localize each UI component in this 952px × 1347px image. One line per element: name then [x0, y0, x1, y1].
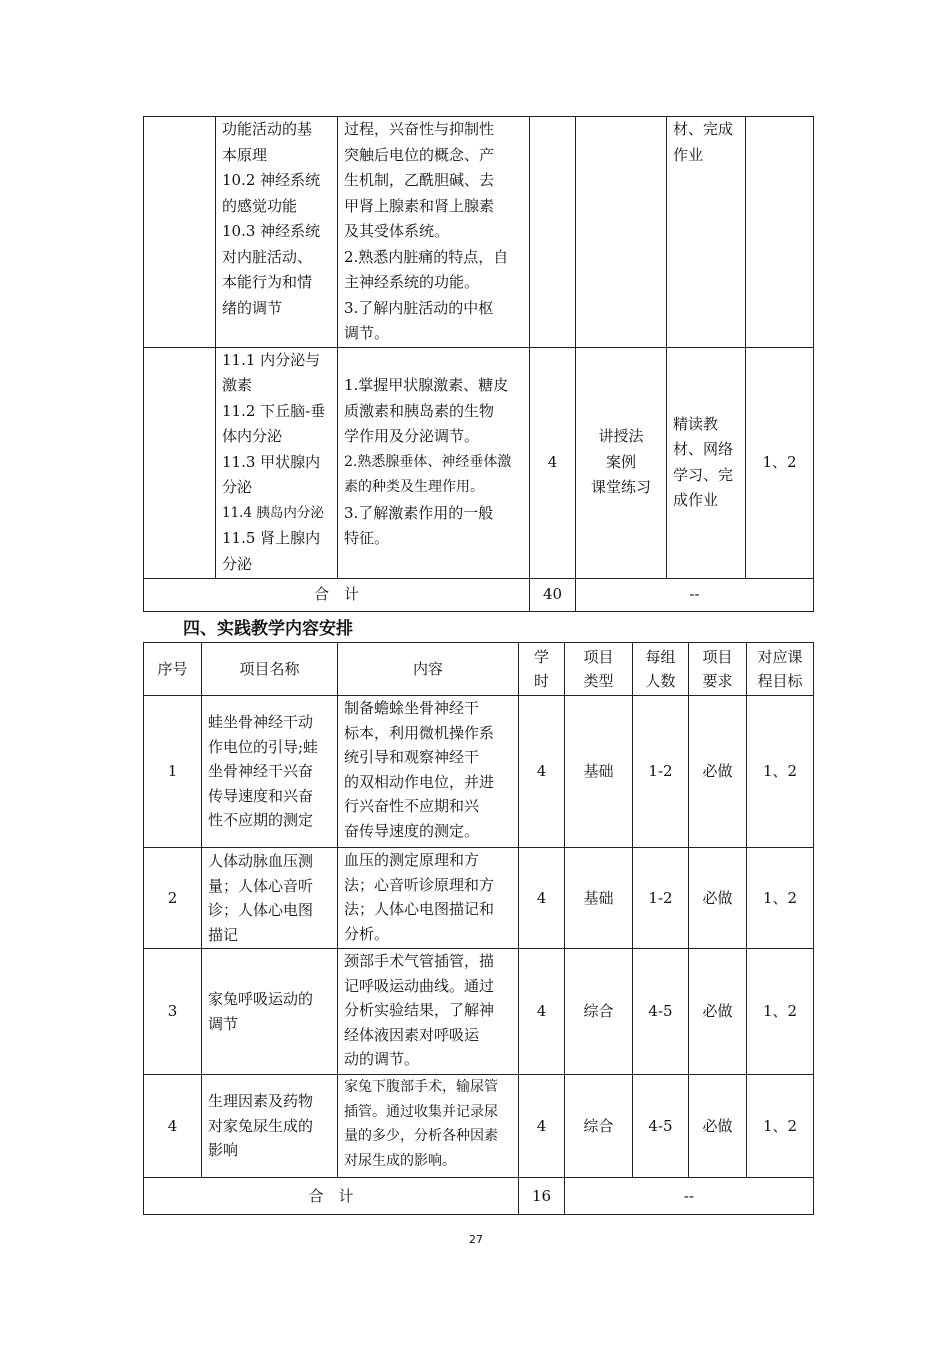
chapter-cell: 11.1 内分泌与 激素 11.2 下丘脑-垂 体内分泌 11.3 甲状腺内 分泌 11.4 胰岛内分泌 11.5 肾上腺内 分泌	[216, 347, 338, 578]
table-row	[144, 949, 814, 1075]
total-label: 合 计	[144, 1178, 519, 1215]
theory-content-table	[143, 116, 814, 612]
table-row	[144, 1075, 814, 1178]
project-hours: 4	[519, 696, 565, 848]
method-cell: 讲授法 案例 课堂练习	[576, 347, 667, 578]
row-index: 1	[144, 696, 202, 848]
table-row	[144, 117, 814, 348]
project-type: 基础	[565, 696, 633, 848]
project-content: 家兔下腹部手术，输尿管 插管。通过收集并记录尿 量的多少，分析各种因素 对尿生成的影响。	[338, 1075, 519, 1178]
row-index-cell	[144, 347, 216, 578]
row-index: 4	[144, 1075, 202, 1178]
project-group: 4-5	[633, 1075, 689, 1178]
project-type: 基础	[565, 848, 633, 949]
project-hours: 4	[519, 848, 565, 949]
project-name: 家兔呼吸运动的 调节	[202, 949, 338, 1075]
table-row	[144, 347, 814, 578]
project-req: 必做	[689, 949, 747, 1075]
project-objective: 1、2	[747, 696, 814, 848]
project-content: 血压的测定原理和方 法；心音听诊原理和方 法；人体心电图描记和 分析。	[338, 848, 519, 949]
study-cell: 精读教 材、网络 学习、完 成作业	[667, 347, 746, 578]
objective-cell: 1、2	[746, 347, 814, 578]
project-objective: 1、2	[747, 848, 814, 949]
row-index-cell	[144, 117, 216, 348]
total-rest: --	[576, 578, 814, 611]
header-name: 项目名称	[202, 643, 338, 696]
header-row	[144, 643, 814, 696]
requirements-cell: 过程，兴奋性与抑制性 突触后电位的概念、产 生机制，乙酰胆碱、去 甲肾上腺素和肾上腺素 及其受体系统。 2.熟悉内脏痛的特点，自 主神经系统的功能。 3.了解内脏活动的中枢 调节。	[338, 117, 530, 348]
project-type: 综合	[565, 1075, 633, 1178]
practice-content-table	[143, 642, 814, 1215]
row-index: 3	[144, 949, 202, 1075]
project-content: 制备蟾蜍坐骨神经干 标本，利用微机操作系 统引导和观察神经干 的双相动作电位，并进 行兴奋性不应期和兴 奋传导速度的测定。	[338, 696, 519, 848]
header-type: 项目 类型	[565, 643, 633, 696]
requirements-cell: 1.掌握甲状腺激素、糖皮 质激素和胰岛素的生物 学作用及分泌调节。 2.熟悉腺垂体、神经垂体激 素的种类及生理作用。 3.了解激素作用的一般 特征。	[338, 347, 530, 578]
total-row	[144, 578, 814, 611]
project-group: 1-2	[633, 848, 689, 949]
project-group: 1-2	[633, 696, 689, 848]
chapter-cell: 功能活动的基 本原理 10.2 神经系统 的感觉功能 10.3 神经系统 对内脏活动、 本能行为和情 绪的调节	[216, 117, 338, 348]
total-label: 合 计	[144, 578, 530, 611]
total-hours: 40	[530, 578, 576, 611]
total-rest: --	[565, 1178, 814, 1215]
project-hours: 4	[519, 949, 565, 1075]
header-group: 每组 人数	[633, 643, 689, 696]
project-name: 蛙坐骨神经干动 作电位的引导;蛙 坐骨神经干兴奋 传导速度和兴奋 性不应期的测定	[202, 696, 338, 848]
total-hours: 16	[519, 1178, 565, 1215]
hours-cell: 4	[530, 347, 576, 578]
project-name: 人体动脉血压测 量；人体心音听 诊；人体心电图 描记	[202, 848, 338, 949]
project-objective: 1、2	[747, 1075, 814, 1178]
row-index: 2	[144, 848, 202, 949]
header-index: 序号	[144, 643, 202, 696]
method-cell	[576, 117, 667, 348]
section-heading: 四、实践教学内容安排	[183, 619, 353, 639]
project-req: 必做	[689, 1075, 747, 1178]
header-req: 项目 要求	[689, 643, 747, 696]
page-number: 27	[469, 1233, 483, 1246]
project-type: 综合	[565, 949, 633, 1075]
header-hours: 学 时	[519, 643, 565, 696]
project-objective: 1、2	[747, 949, 814, 1075]
project-req: 必做	[689, 696, 747, 848]
objective-cell	[746, 117, 814, 348]
header-content: 内容	[338, 643, 519, 696]
project-hours: 4	[519, 1075, 565, 1178]
project-req: 必做	[689, 848, 747, 949]
hours-cell	[530, 117, 576, 348]
project-name: 生理因素及药物 对家兔尿生成的 影响	[202, 1075, 338, 1178]
table-row	[144, 848, 814, 949]
project-content: 颈部手术气管插管，描 记呼吸运动曲线。通过 分析实验结果，了解神 经体液因素对呼吸运 动的调节。	[338, 949, 519, 1075]
project-group: 4-5	[633, 949, 689, 1075]
table-row	[144, 696, 814, 848]
study-cell: 材、完成 作业	[667, 117, 746, 348]
header-objective: 对应课 程目标	[747, 643, 814, 696]
total-row	[144, 1178, 814, 1215]
